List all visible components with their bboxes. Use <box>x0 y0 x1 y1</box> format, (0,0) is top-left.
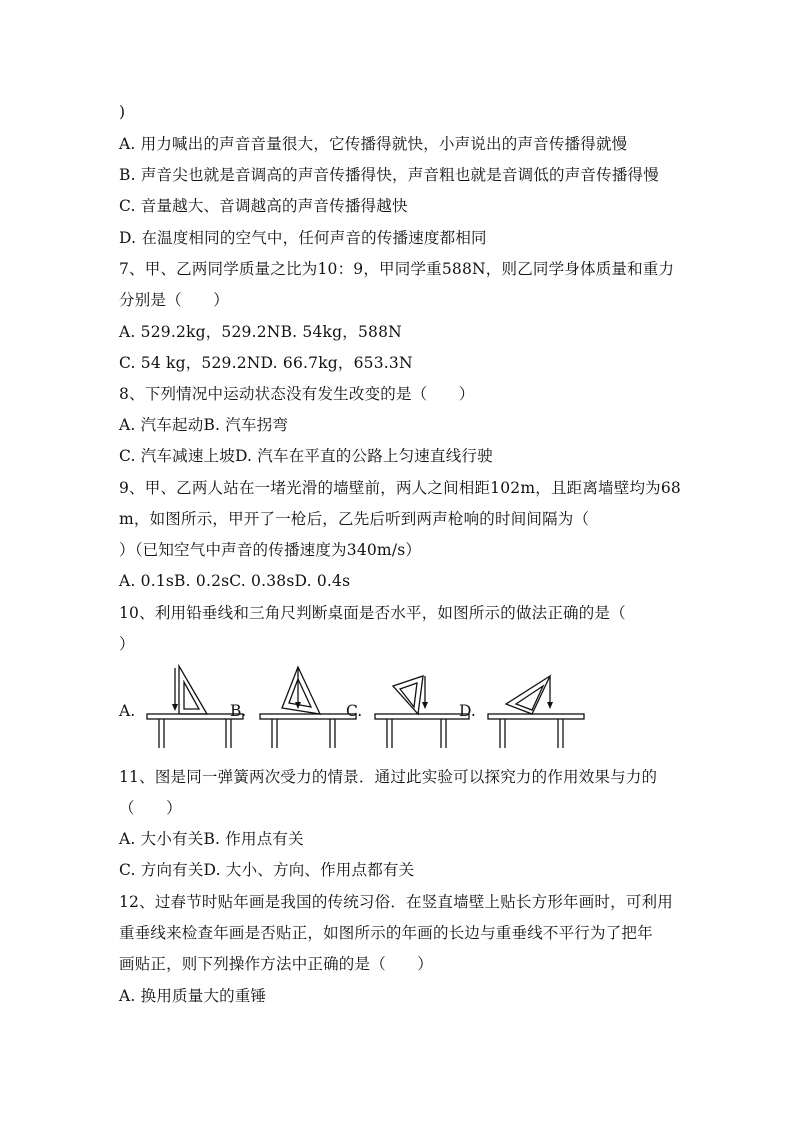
q10-stem-cont: ） <box>119 635 135 653</box>
q6-option-a: A. 用力喊出的声音音量很大，它传播得就快，小声说出的声音传播得就慢 <box>119 135 628 153</box>
table-triangle-diagram-d <box>486 664 586 750</box>
q12-stem-cont: 重垂线来检查年画是否贴正，如图所示的年画的长边与重垂线不平行为了把年 <box>119 924 653 942</box>
text-line: ) <box>119 103 126 121</box>
figure-label-c: C. <box>346 702 363 720</box>
q11-stem-cont: （ ） <box>119 799 182 817</box>
q7-options-ab: A. 529.2kg，529.2NB. 54kg，588N <box>119 323 402 341</box>
figure-label-a: A. <box>119 702 136 720</box>
q7-stem: 7、甲、乙两同学质量之比为10：9，甲同学重588N，则乙同学身体质量和重力 <box>119 260 675 278</box>
q9-stem-cont: m，如图所示，甲开了一枪后，乙先后听到两声枪响的时间间隔为（ <box>119 510 590 528</box>
figure-label-d: D. <box>459 702 476 720</box>
q7-options-cd: C. 54 kg，529.2ND. 66.7kg，653.3N <box>119 354 413 372</box>
q8-options-ab: A. 汽车起动B. 汽车拐弯 <box>119 416 289 434</box>
q10-figures <box>119 664 679 754</box>
figure-label-b: B. <box>230 702 247 720</box>
q6-option-c: C. 音量越大、音调越高的声音传播得越快 <box>119 197 408 215</box>
q9-stem-cont2: ）（已知空气中声音的传播速度为340m/s） <box>119 541 422 559</box>
q11-options-ab: A. 大小有关B. 作用点有关 <box>119 830 304 848</box>
q7-stem-cont: 分别是（ ） <box>119 291 229 309</box>
q9-stem: 9、甲、乙两人站在一堵光滑的墙壁前，两人之间相距102m，且距离墙壁均为68 <box>119 479 681 497</box>
q9-options: A. 0.1sB. 0.2sC. 0.38sD. 0.4s <box>119 572 351 590</box>
q6-option-b: B. 声音尖也就是音调高的声音传播得快，声音粗也就是音调低的声音传播得慢 <box>119 166 659 184</box>
table-triangle-diagram-b <box>258 664 358 750</box>
q10-stem: 10、利用铅垂线和三角尺判断桌面是否水平，如图所示的做法正确的是（ <box>119 604 626 622</box>
q12-option-a: A. 换用质量大的重锤 <box>119 987 267 1005</box>
q12-stem: 12、过春节时贴年画是我国的传统习俗．在竖直墙壁上贴长方形年画时，可利用 <box>119 893 673 911</box>
q12-stem-cont2: 画贴正，则下列操作方法中正确的是（ ） <box>119 955 434 973</box>
table-triangle-diagram-c <box>373 664 473 750</box>
q11-options-cd: C. 方向有关D. 大小、方向、作用点都有关 <box>119 861 415 879</box>
q8-stem: 8、下列情况中运动状态没有发生改变的是（ ） <box>119 385 475 403</box>
q8-options-cd: C. 汽车减速上坡D. 汽车在平直的公路上匀速直线行驶 <box>119 447 493 465</box>
q11-stem: 11、图是同一弹簧两次受力的情景．通过此实验可以探究力的作用效果与力的 <box>119 768 658 786</box>
q6-option-d: D. 在温度相同的空气中，任何声音的传播速度都相同 <box>119 229 487 247</box>
